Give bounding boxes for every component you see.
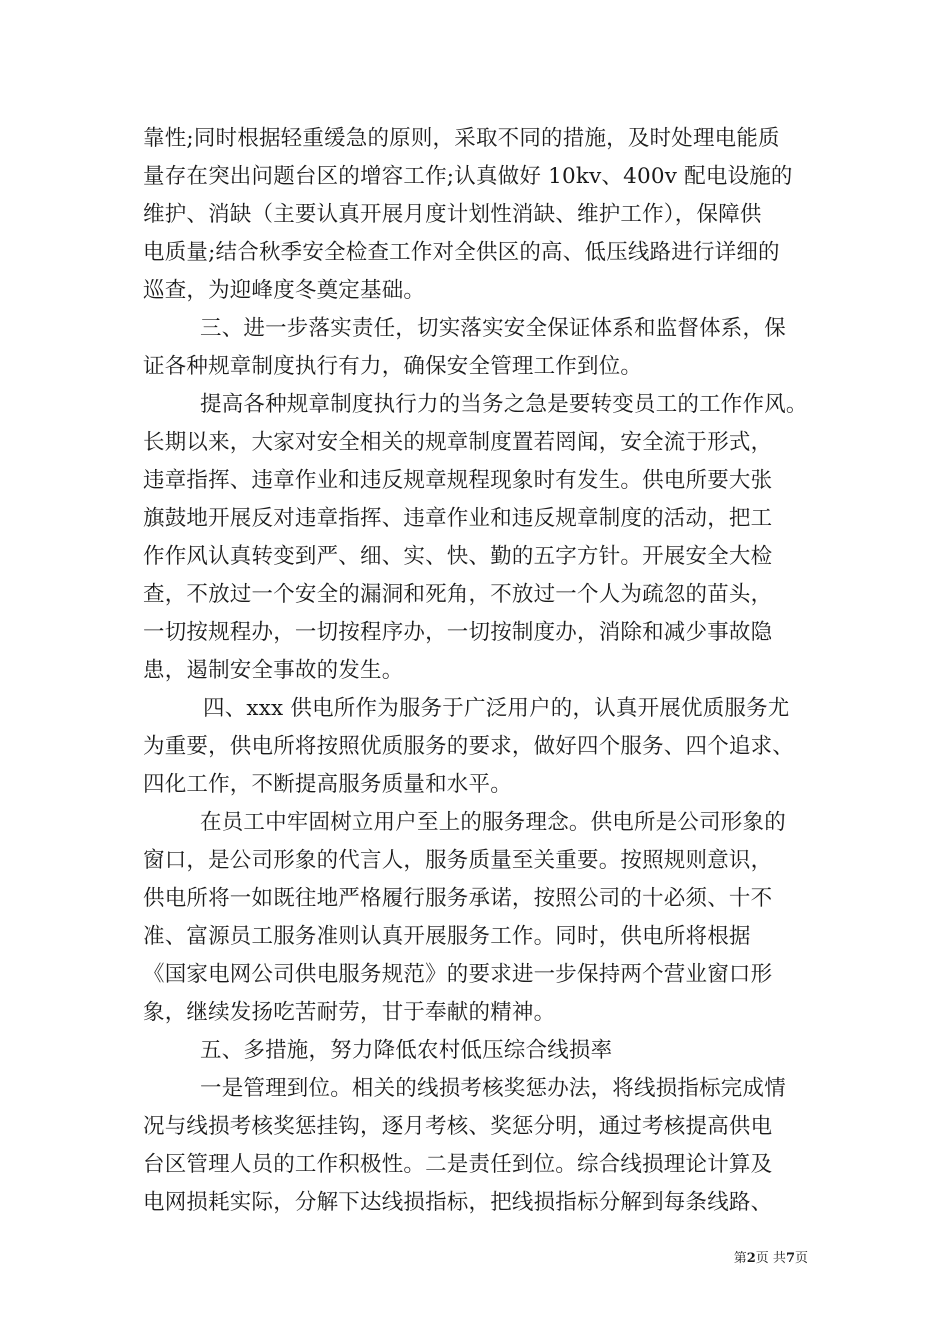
section-heading-5: 五、多措施，努力降低农村低压综合线损率: [200, 1038, 613, 1063]
footer-suffix: 页: [794, 1251, 808, 1266]
text-line: 查，不放过一个安全的漏洞和死角，不放过一个人为疏忽的苗头，: [143, 582, 773, 607]
footer-middle: 页 共: [755, 1251, 786, 1266]
section-heading-4: 四、xxx 供电所作为服务于广泛用户的，认真开展优质服务尤: [203, 696, 790, 721]
text-line: 准、富源员工服务准则认真开展服务工作。同时，供电所将根据: [143, 924, 751, 949]
text-line: 违章指挥、违章作业和违反规章规程现象时有发生。供电所要大张: [143, 468, 773, 493]
text-line: 《国家电网公司供电服务规范》的要求进一步保持两个营业窗口形: [143, 962, 773, 987]
text-line: 维护、消缺（主要认真开展月度计划性消缺、维护工作），保障供: [143, 202, 762, 227]
paragraph-start: 提高各种规章制度执行力的当务之急是要转变员工的工作作风。: [200, 392, 808, 417]
page-footer: [734, 1247, 808, 1266]
text-line: 电网损耗实际，分解下达线损指标，把线损指标分解到每条线路、: [143, 1190, 773, 1215]
text-line: 台区管理人员的工作积极性。二是责任到位。综合线损理论计算及: [143, 1152, 773, 1177]
section-heading-3: 三、进一步落实责任，切实落实安全保证体系和监督体系，保: [200, 316, 786, 341]
text-line: 一切按规程办，一切按程序办，一切按制度办，消除和减少事故隐: [143, 620, 773, 645]
text-line: 窗口，是公司形象的代言人，服务质量至关重要。按照规则意识，: [143, 848, 773, 873]
document-body: [143, 120, 823, 1222]
text-line: 象，继续发扬吃苦耐劳，甘于奉献的精神。: [143, 1000, 556, 1025]
paragraph-start: 在员工中牢固树立用户至上的服务理念。供电所是公司形象的: [200, 810, 786, 835]
paragraph-start: 一是管理到位。相关的线损考核奖惩办法，将线损指标完成情: [200, 1076, 786, 1101]
text-line: 四化工作，不断提高服务质量和水平。: [143, 772, 512, 797]
footer-page-number: 2: [746, 1251, 756, 1266]
text-line: 供电所将一如既往地严格履行服务承诺，按照公司的十必须、十不: [143, 886, 773, 911]
text-line: 电质量;结合秋季安全检查工作对全供区的高、低压线路进行详细的: [143, 240, 780, 265]
text-line: 为重要，供电所将按照优质服务的要求，做好四个服务、四个追求、: [143, 734, 795, 759]
text-line: 作作风认真转变到严、细、实、快、勤的五字方针。开展安全大检: [143, 544, 773, 569]
footer-prefix: 第: [733, 1251, 747, 1266]
text-line: 患，遏制安全事故的发生。: [143, 658, 404, 683]
text-line: 证各种规章制度执行有力，确保安全管理工作到位。: [143, 354, 643, 379]
text-line: 巡查，为迎峰度冬奠定基础。: [143, 278, 426, 303]
text-line: 况与线损考核奖惩挂钩，逐月考核、奖惩分明，通过考核提高供电: [143, 1114, 773, 1139]
text-line: 量存在突出问题台区的增容工作;认真做好 10kv、400v 配电设施的: [143, 164, 793, 189]
text-line: 长期以来，大家对安全相关的规章制度置若罔闻，安全流于形式，: [143, 430, 773, 455]
footer-total-pages: 7: [785, 1251, 795, 1266]
text-line: 旗鼓地开展反对违章指挥、违章作业和违反规章制度的活动，把工: [143, 506, 773, 531]
text-line: 靠性;同时根据轻重缓急的原则，采取不同的措施，及时处理电能质: [143, 126, 780, 151]
